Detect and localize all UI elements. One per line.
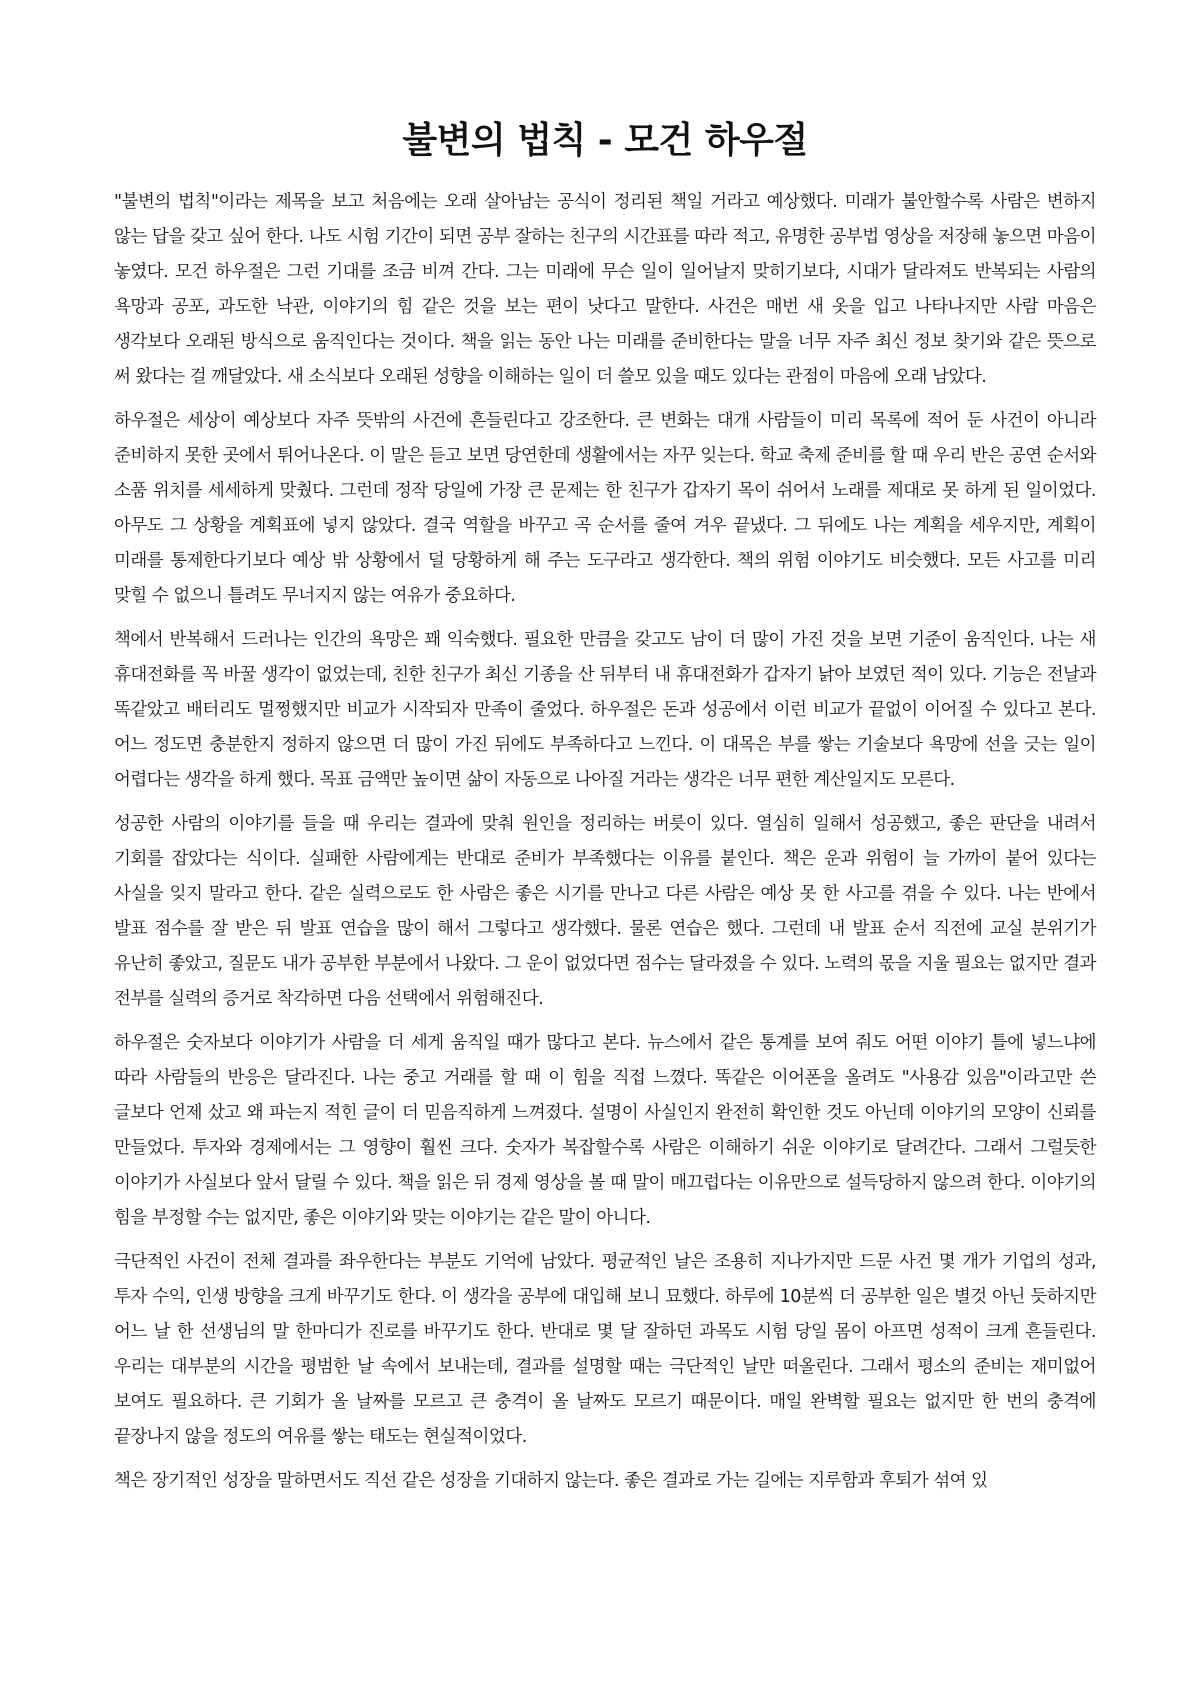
paragraph: 성공한 사람의 이야기를 들을 때 우리는 결과에 맞춰 원인을 정리하는 버릇이 있다. 열심히 일해서 성공했고, 좋은 판단을 내려서 기회를 잡았다는 식이다. 실패한 사람에게는 반대로 준비가 부족했다는 이유를 붙인다. 책은 운과 위험이 늘 가까이 붙어 있다는 사실을 잊지 말라고 한다. 같은 실력으로도 한 사람은 좋은 시기를 만나고 다른 사람은 예상 못 한 사고를 겪을 수 있다. 나는 반에서 발표 점수를 잘 받은 뒤 발표 연습을 많이 해서 그렇다고 생각했다. 물론 연습은 했다. 그런데 내 발표 순서 직전에 교실 분위기가 유난히 좋았고, 질문도 내가 공부한 부분에서 나왔다. 그 운이 없었다면 점수는 달라졌을 수 있다. 노력의 몫을 지울 필요는 없지만 결과 전부를 실력의 증거로 착각하면 다음 선택에서 위험해진다.: [114, 813, 1096, 1009]
paragraph: 하우절은 세상이 예상보다 자주 뜻밖의 사건에 흔들린다고 강조한다. 큰 변화는 대개 사람들이 미리 목록에 적어 둔 사건이 아니라 준비하지 못한 곳에서 튀어나온다. 이 말은 듣고 보면 당연한데 생활에서는 자꾸 잊는다. 학교 축제 준비를 할 때 우리 반은 공연 순서와 소품 위치를 세세하게 맞췄다. 그런데 정작 당일에 가장 큰 문제는 한 친구가 갑자기 목이 쉬어서 노래를 제대로 못 하게 된 일이었다. 아무도 그 상황을 계획표에 넣지 않았다. 결국 역할을 바꾸고 곡 순서를 줄여 겨우 끝냈다. 그 뒤에도 나는 계획을 세우지만, 계획이 미래를 통제한다기보다 예상 밖 상황에서 덜 당황하게 해 주는 도구라고 생각한다. 책의 위험 이야기도 비슷했다. 모든 사고를 미리 맞힐 수 없으니 틀려도 무너지지 않는 여유가 중요하다.: [114, 410, 1096, 606]
paragraph: 극단적인 사건이 전체 결과를 좌우한다는 부분도 기억에 남았다. 평균적인 날은 조용히 지나가지만 드문 사건 몇 개가 기업의 성과, 투자 수익, 인생 방향을 크게 바꾸기도 한다. 이 생각을 공부에 대입해 보니 묘했다. 하루에 10분씩 더 공부한 일은 별것 아닌 듯하지만 어느 날 한 선생님의 말 한마디가 진로를 바꾸기도 한다. 반대로 몇 달 잘하던 과목도 시험 당일 몸이 아프면 성적이 크게 흔들린다. 우리는 대부분의 시간을 평범한 날 속에서 보내는데, 결과를 설명할 때는 극단적인 날만 떠올린다. 그래서 평소의 준비는 재미없어 보여도 필요하다. 큰 기회가 올 날짜를 모르고 큰 충격이 올 날짜도 모르기 때문이다. 매일 완벽할 필요는 없지만 한 번의 충격에 끝장나지 않을 정도의 여유를 쌓는 태도는 현실적이었다.: [114, 1251, 1096, 1447]
paragraph: 하우절은 숫자보다 이야기가 사람을 더 세게 움직일 때가 많다고 본다. 뉴스에서 같은 통계를 보여 줘도 어떤 이야기 틀에 넣느냐에 따라 사람들의 반응은 달라진다. 나는 중고 거래를 할 때 이 힘을 직접 느꼈다. 똑같은 이어폰을 올려도 "사용감 있음"이라고만 쓴 글보다 언제 샀고 왜 파는지 적힌 글이 더 믿음직하게 느껴졌다. 설명이 사실인지 완전히 확인한 것도 아닌데 이야기의 모양이 신뢰를 만들었다. 투자와 경제에서는 그 영향이 훨씬 크다. 숫자가 복잡할수록 사람은 이해하기 쉬운 이야기로 달려간다. 그래서 그럴듯한 이야기가 사실보다 앞서 달릴 수 있다. 책을 읽은 뒤 경제 영상을 볼 때 말이 매끄럽다는 이유만으로 설득당하지 않으려 한다. 이야기의 힘을 부정할 수는 없지만, 좋은 이야기와 맞는 이야기는 같은 말이 아니다.: [114, 1032, 1096, 1228]
paragraph: "불변의 법칙"이라는 제목을 보고 처음에는 오래 살아남는 공식이 정리된 책일 거라고 예상했다. 미래가 불안할수록 사람은 변하지 않는 답을 갖고 싶어 한다. 나도 시험 기간이 되면 공부 잘하는 친구의 시간표를 따라 적고, 유명한 공부법 영상을 저장해 놓으면 마음이 놓였다. 모건 하우절은 그런 기대를 조금 비껴 간다. 그는 미래에 무슨 일이 일어날지 맞히기보다, 시대가 달라져도 반복되는 사람의 욕망과 공포, 과도한 낙관, 이야기의 힘 같은 것을 보는 편이 낫다고 말한다. 사건은 매번 새 옷을 입고 나타나지만 사람 마음은 생각보다 오래된 방식으로 움직인다는 것이다. 책을 읽는 동안 나는 미래를 준비한다는 말을 너무 자주 최신 정보 찾기와 같은 뜻으로 써 왔다는 걸 깨달았다. 새 소식보다 오래된 성향을 이해하는 일이 더 쓸모 있을 때도 있다는 관점이 마음에 오래 남았다.: [114, 191, 1096, 387]
document-title: 불변의 법칙 - 모건 하우절: [402, 120, 808, 161]
paragraph: 책은 장기적인 성장을 말하면서도 직선 같은 성장을 기대하지 않는다. 좋은 결과로 가는 길에는 지루함과 후퇴가 섞여 있: [114, 1470, 988, 1491]
document-body: [114, 185, 1096, 1499]
paragraph: 책에서 반복해서 드러나는 인간의 욕망은 꽤 익숙했다. 필요한 만큼을 갖고도 남이 더 많이 가진 것을 보면 기준이 움직인다. 나는 새 휴대전화를 꼭 바꿀 생각이 없었는데, 친한 친구가 최신 기종을 산 뒤부터 내 휴대전화가 갑자기 낡아 보였던 적이 있다. 기능은 전날과 똑같았고 배터리도 멀쩡했지만 비교가 시작되자 만족이 줄었다. 하우절은 돈과 성공에서 이런 비교가 끝없이 이어질 수 있다고 본다. 어느 정도면 충분한지 정하지 않으면 더 많이 가진 뒤에도 부족하다고 느낀다. 이 대목은 부를 쌓는 기술보다 욕망에 선을 긋는 일이 어렵다는 생각을 하게 했다. 목표 금액만 높이면 삶이 자동으로 나아질 거라는 생각은 너무 편한 계산일지도 모른다.: [114, 629, 1096, 790]
